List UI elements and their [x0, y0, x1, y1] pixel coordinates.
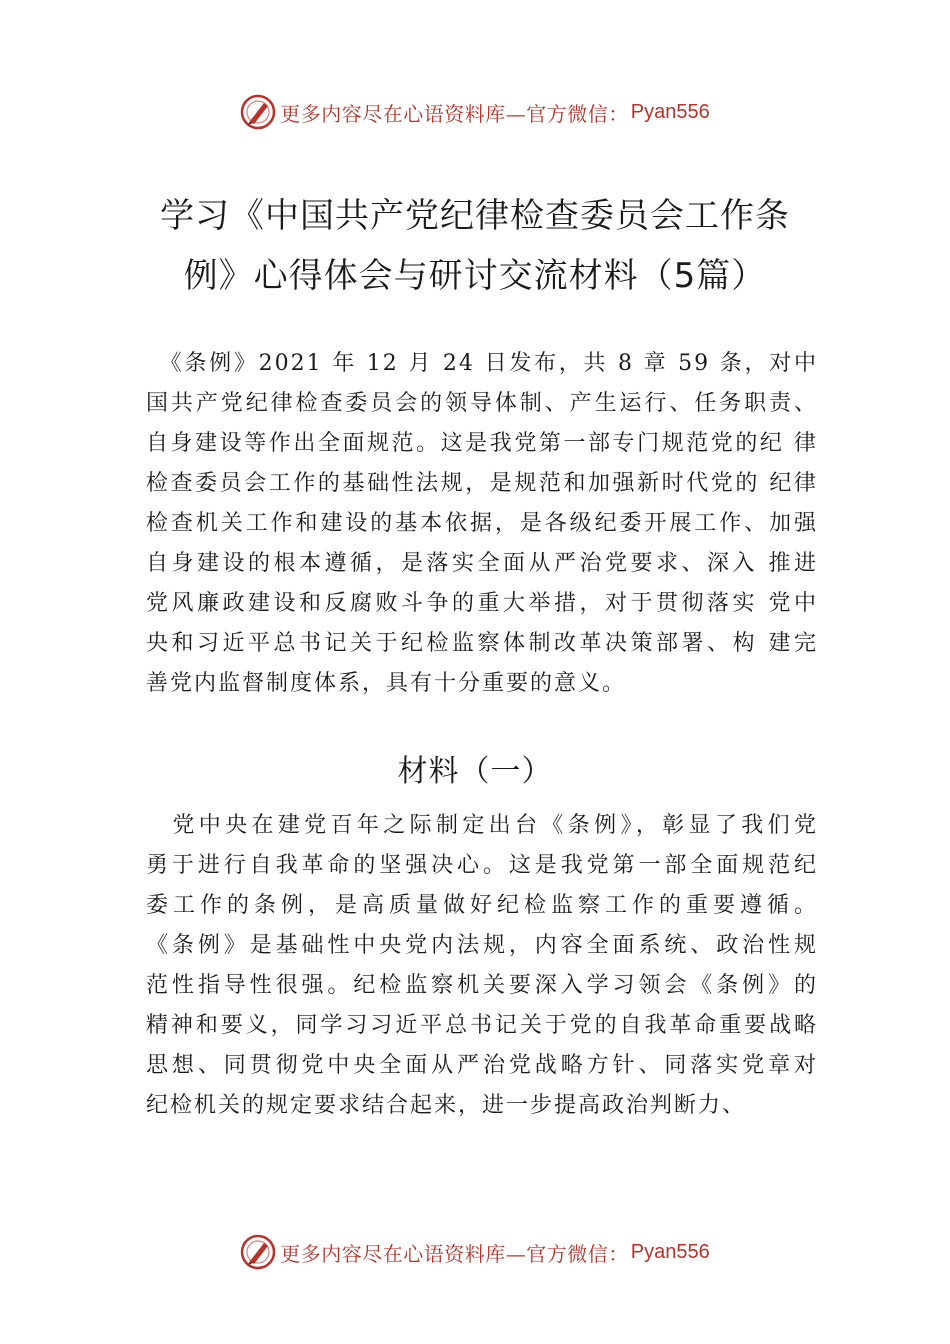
text-line: 善党内监督制度体系，具有十分重要的意义。 — [146, 671, 627, 696]
pen-nib-logo-icon — [240, 1234, 276, 1270]
section-1-paragraph — [146, 806, 818, 1126]
banner-text: 更多内容尽在心语资料库—官方微信： — [280, 101, 629, 126]
banner-wechat-id: Pyan556 — [630, 100, 710, 123]
text-line: 精神和要义，同学习习近平总书记关于党的自我革命重要战略 — [146, 1013, 818, 1038]
text-line: 纪检机关的规定要求结合起来，进一步提高政治判断力、 — [146, 1093, 747, 1118]
intro-paragraph — [146, 344, 818, 704]
text-line: 范性指导性很强。纪检监察机关要深入学习领会《条例》的 — [146, 973, 818, 998]
text-line: 检查委员会工作的基础性法规，是规范和加强新时代党的 纪律 — [146, 471, 818, 496]
text-line: 检查机关工作和建设的基本依据，是各级纪委开展工作、加强 — [146, 511, 818, 536]
text-line: 勇于进行自我革命的坚强决心。这是我党第一部全面规范纪 — [146, 853, 818, 878]
document-title-line-2: 例》心得体会与研讨交流材料（5篇） — [183, 256, 767, 296]
banner-text: 更多内容尽在心语资料库—官方微信： — [280, 1241, 629, 1266]
header-watermark-banner — [0, 92, 950, 132]
pen-nib-logo-icon — [240, 94, 276, 130]
text-line: 《条例》2021 年 12 月 24 日发布，共 8 章 59 条，对中 — [146, 351, 818, 376]
text-line: 央和习近平总书记关于纪检监察体制改革决策部署、构 建完 — [146, 631, 818, 656]
text-line: 自身建设等作出全面规范。这是我党第一部专门规范党的纪 律 — [146, 431, 818, 456]
text-line: 党风廉政建设和反腐败斗争的重大举措，对于贯彻落实 党中 — [146, 591, 818, 616]
document-title-line-1: 学习《中国共产党纪律检查委员会工作条 — [160, 196, 790, 236]
section-heading: 材料（一） — [397, 754, 553, 789]
footer-watermark-banner — [0, 1232, 950, 1272]
text-line: 自身建设的根本遵循，是落实全面从严治党要求、深入 推进 — [146, 551, 818, 576]
text-line: 思想、同贯彻党中央全面从严治党战略方针、同落实党章对 — [146, 1053, 818, 1078]
text-line: 委工作的条例，是高质量做好纪检监察工作的重要遵循。 — [146, 893, 818, 918]
text-line: 党中央在建党百年之际制定出台《条例》，彰显了我们党 — [146, 813, 818, 838]
banner-wechat-id: Pyan556 — [630, 1240, 710, 1263]
text-line: 国共产党纪律检查委员会的领导体制、产生运行、任务职责、 — [146, 391, 818, 416]
text-line: 《条例》是基础性中央党内法规，内容全面系统、政治性规 — [146, 933, 818, 958]
